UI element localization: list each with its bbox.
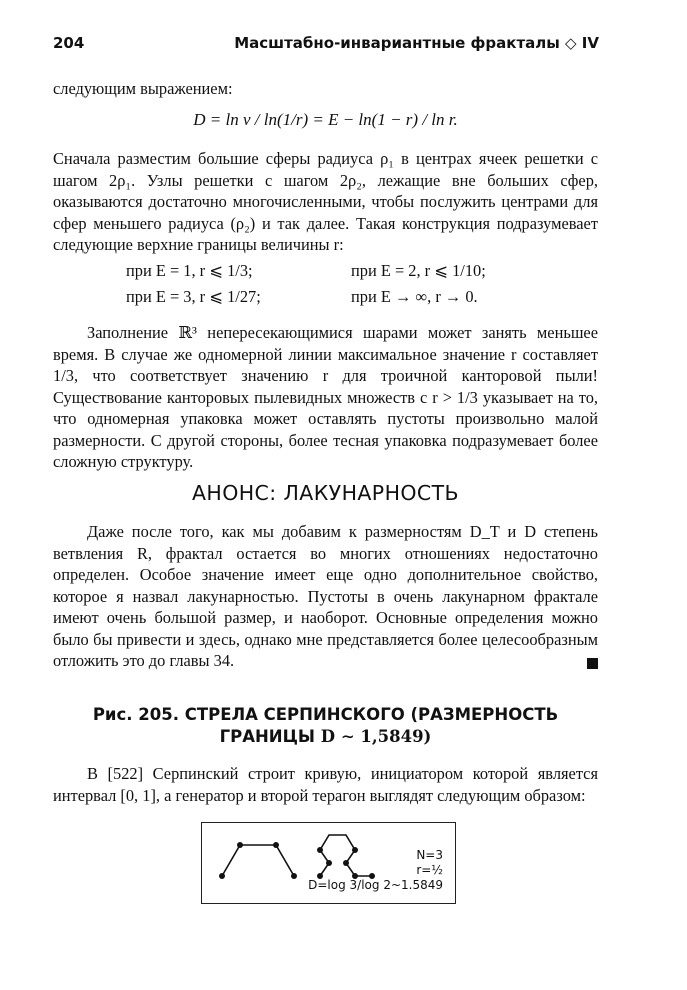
bound-einf: при E → ∞, r → 0. [351, 287, 478, 306]
paragraph-packing-text: Заполнение ℝ³ непересекающимися шарами может занять меньшее время. В случае же одномерной линии максимальное значение r составляет 1/3, что соответствует значению r для троичной канторовой пыли! Существование канторовых пылевидных множеств с r > 1/3 указывает на то, что одномерная упаковка может оставлять пустоты произвольно малой размерности. С другой стороны, более тесная упаковка подразумевает более сложную структуру. [53, 323, 598, 471]
intro-text: следующим выражением: [53, 79, 233, 98]
curve-vertex [343, 860, 349, 866]
figure-title-line2-text: ГРАНИЦЫ [219, 727, 316, 746]
paragraph-lacunarity [53, 521, 598, 672]
paragraph-packing [53, 322, 598, 473]
figure-title [53, 704, 598, 748]
curve-vertex [291, 873, 297, 879]
sierpinski-figure [201, 822, 456, 904]
figure-title-line2 [53, 726, 598, 748]
terragon-curve [320, 835, 372, 876]
curve-vertex [326, 860, 332, 866]
end-of-section-mark [587, 658, 598, 669]
curve-vertex [219, 873, 225, 879]
curve-vertex [352, 847, 358, 853]
bounds-row [126, 258, 566, 284]
terragon-line [320, 835, 372, 876]
section-heading: АНОНС: ЛАКУНАРНОСТЬ [191, 481, 460, 505]
bound-e3: при E = 3, r ⩽ 1/27; [126, 287, 261, 306]
bounds-row [126, 284, 566, 310]
figure-title-line2-math: D ∼ 1,5849) [320, 727, 432, 746]
paragraph-lacunarity-text: Даже после того, как мы добавим к размерностям D_T и D степень ветвления R, фрактал остается во многих отношениях недостаточно определен. Особое значение имеет еще одно дополнительное свойство, которое я назвал лакунарностью. Пустоты в очень лакунарном фрактале имеют очень большой размер, и наоборот. Основные определения можно было бы привести и здесь, однако мне представляется более целесообразным отложить это до главы 34. [53, 522, 598, 670]
paragraph-sierpinski [53, 763, 598, 806]
intro-line [53, 78, 598, 100]
curve-vertex [273, 842, 279, 848]
curve-vertex [237, 842, 243, 848]
paragraph-spheres-text: Сначала разместим большие сферы радиуса ρ₁ в центрах ячеек решетки с шагом 2ρ₁. Узлы решетки с шагом 2ρ₂, лежащие вне больших сфер, оказываются достаточно многочисленными, чтобы послужить центрами для сфер меньшего радиуса (ρ₂) и так далее. Такая конструкция подразумевает следующие верхние границы величины r: [53, 149, 598, 254]
generator-line [222, 845, 294, 876]
curve-vertex [317, 847, 323, 853]
page-number: 204 [53, 34, 85, 52]
label-d: D=log 3/log 2~1.5849 [308, 878, 443, 892]
label-r: r=½ [416, 863, 443, 877]
page-header [53, 34, 599, 56]
label-n: N=3 [416, 848, 443, 862]
figure-title-line1: Рис. 205. СТРЕЛА СЕРПИНСКОГО (РАЗМЕРНОСТЬ [92, 705, 559, 724]
dimension-formula [53, 110, 598, 130]
terragon-nodes [317, 847, 375, 879]
bound-e2: при E = 2, r ⩽ 1/10; [351, 261, 486, 280]
generator-curve [222, 845, 294, 876]
paragraph-spheres [53, 148, 598, 256]
running-head: Масштабно-инвариантные фракталы ◇ IV [234, 34, 599, 52]
formula-text: D = ln ν / ln(1/r) = E − ln(1 − r) / ln r. [193, 110, 458, 129]
paragraph-sierpinski-text: В [522] Серпинский строит кривую, инициатором которой является интервал [0, 1], а генератор и второй терагон выглядят следующим образом: [53, 764, 598, 805]
bound-e1: при E = 1, r ⩽ 1/3; [126, 261, 253, 280]
